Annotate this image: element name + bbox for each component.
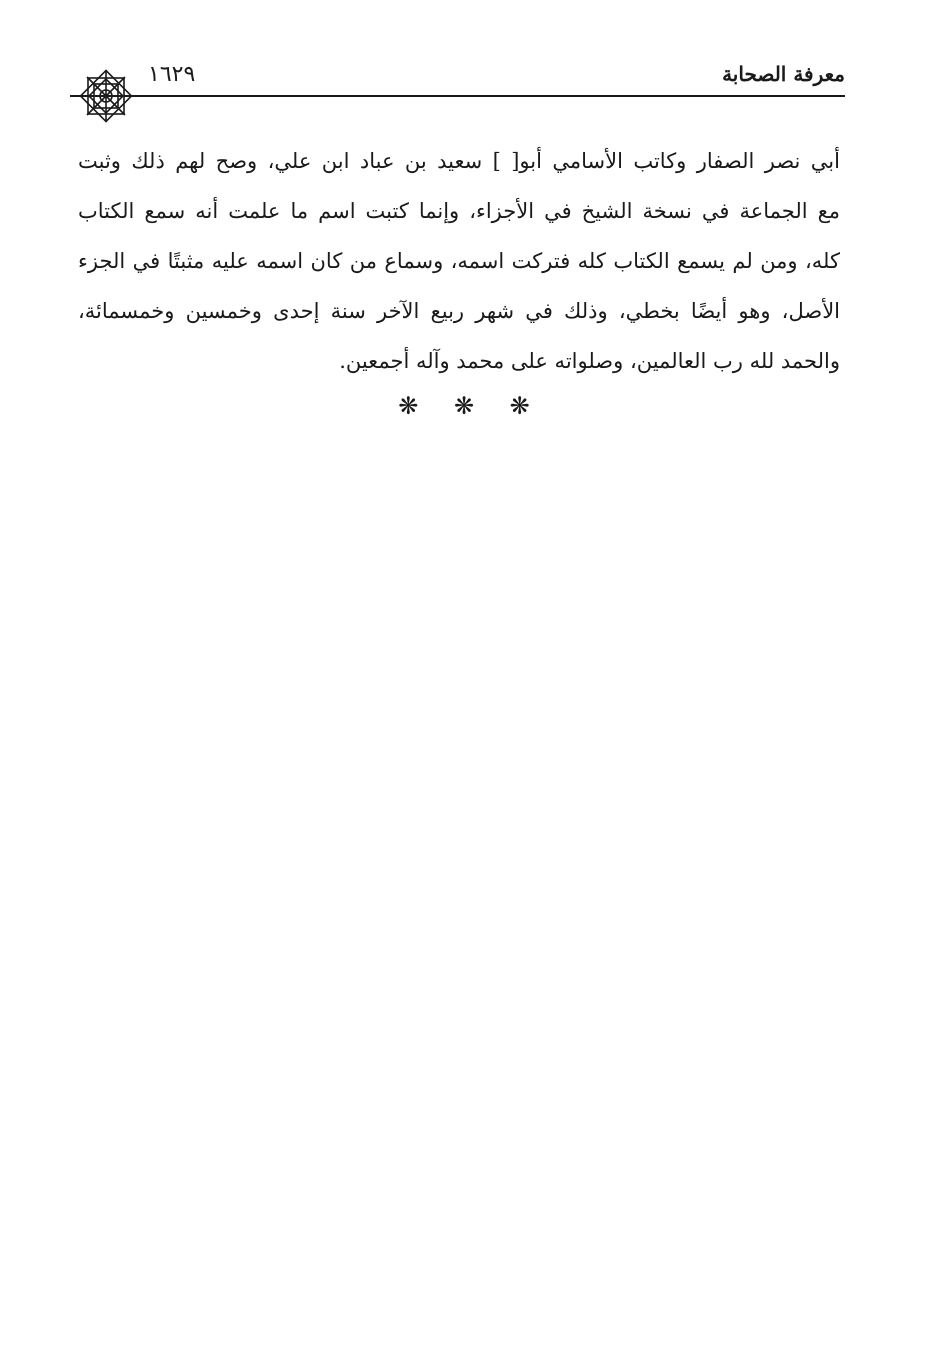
octagram-ornament-icon bbox=[74, 64, 138, 128]
running-header bbox=[70, 58, 845, 98]
section-separator: ❋ ❋ ❋ bbox=[398, 392, 544, 420]
body-line: كله، ومن لم يسمع الكتاب كله فتركت اسمه، وسماع من كان اسمه عليه مثبتًا في الجزء bbox=[78, 249, 840, 273]
header-rule bbox=[70, 95, 845, 97]
body-line: الأصل، وهو أيضًا بخطي، وذلك في شهر ربيع الآخر سنة إحدى وخمسين وخمسمائة، bbox=[78, 299, 840, 323]
body-line: والحمد لله رب العالمين، وصلواته على محمد وآله أجمعين. bbox=[339, 349, 840, 373]
body-line: أبي نصر الصفار وكاتب الأسامي أبو[ ] سعيد بن عباد ابن علي، وصح لهم ذلك وثبت bbox=[78, 149, 840, 173]
body-text bbox=[78, 136, 840, 386]
header-title: معرفة الصحابة bbox=[722, 62, 845, 86]
page-number: ١٦٢٩ bbox=[148, 62, 196, 87]
body-line: مع الجماعة في نسخة الشيخ في الأجزاء، وإنما كتبت اسم ما علمت أنه سمع الكتاب bbox=[78, 199, 840, 223]
